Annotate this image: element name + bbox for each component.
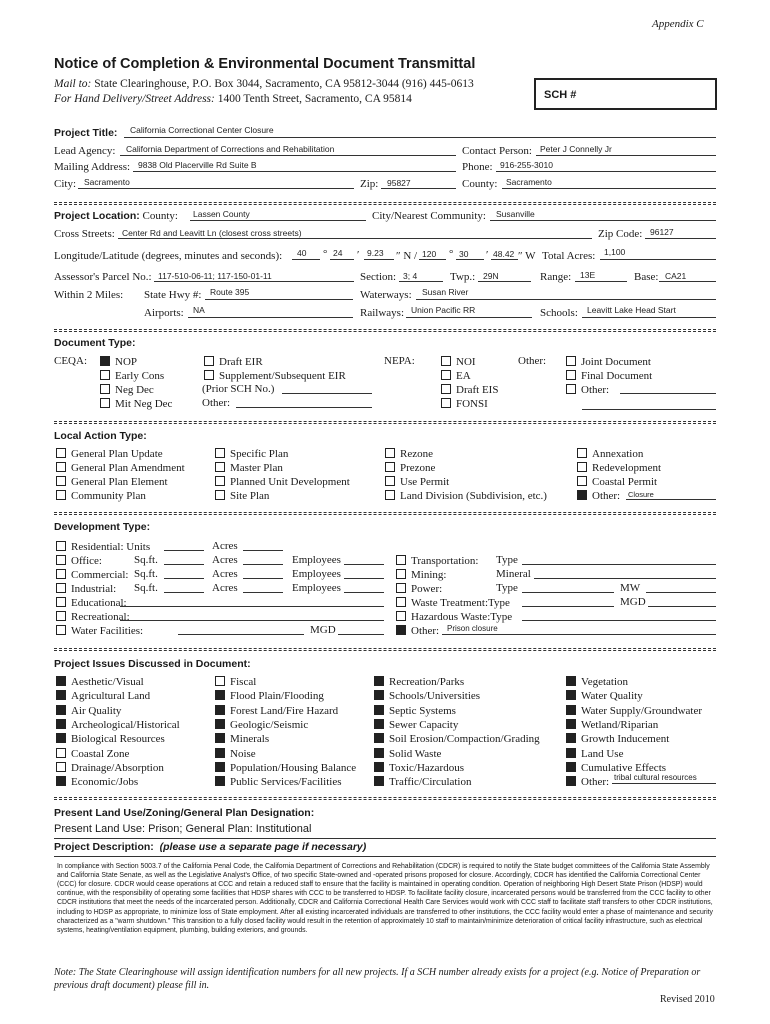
type-label: Type	[496, 554, 518, 566]
employees-label: Employees	[292, 568, 341, 580]
issue-checkbox[interactable]: Coastal Zone	[56, 748, 129, 760]
zip-code-label: Zip Code:	[598, 228, 643, 240]
city-value[interactable]: Sacramento	[84, 177, 130, 187]
mail-to-line: Mail to: State Clearinghouse, P.O. Box 3044, Sacramento, CA 95812-3044 (916) 445-0613	[54, 78, 474, 90]
issue-checkbox[interactable]: Toxic/Hazardous	[374, 762, 464, 774]
issue-checkbox[interactable]: Recreation/Parks	[374, 676, 464, 688]
water-facilities-checkbox[interactable]: Water Facilities:	[56, 625, 143, 637]
issue-checkbox[interactable]: Agricultural Land	[56, 690, 150, 702]
local-action-checkbox[interactable]: Redevelopment	[577, 462, 661, 474]
waterways-label: Waterways:	[360, 289, 412, 301]
acres-label: Acres	[212, 568, 238, 580]
section-value[interactable]: 3; 4	[403, 271, 418, 281]
joint-document-checkbox[interactable]: Joint Document	[566, 356, 651, 368]
ceqa-label: CEQA:	[54, 355, 87, 367]
lat-sec-value[interactable]: 9.23	[367, 248, 384, 258]
mgd-label: MGD	[310, 624, 336, 636]
contact-label: Contact Person:	[462, 145, 532, 157]
nepa-label: NEPA:	[384, 355, 415, 367]
noi-checkbox[interactable]: NOI	[441, 356, 476, 368]
draft-eir-checkbox[interactable]: Draft EIR	[204, 356, 263, 368]
divider	[54, 648, 716, 651]
land-use-value[interactable]: Present Land Use: Prison; General Plan: Institutional	[54, 823, 312, 835]
mit-neg-dec-checkbox[interactable]: Mit Neg Dec	[100, 398, 172, 410]
local-action-checkbox[interactable]: General Plan Element	[56, 476, 168, 488]
issue-checkbox[interactable]: Wetland/Riparian	[566, 719, 658, 731]
development-type-heading: Development Type:	[54, 521, 151, 533]
issue-checkbox[interactable]: Sewer Capacity	[374, 719, 458, 731]
office-checkbox[interactable]: Office:	[56, 555, 102, 567]
nepa-other-label: Other:	[518, 355, 547, 367]
community-value[interactable]: Susanville	[496, 209, 535, 219]
county-label: County:	[462, 178, 498, 190]
railways-value[interactable]: Union Pacific RR	[411, 305, 476, 315]
industrial-checkbox[interactable]: Industrial:	[56, 583, 116, 595]
local-action-checkbox[interactable]: General Plan Update	[56, 448, 163, 460]
project-issues-heading: Project Issues Discussed in Document:	[54, 658, 251, 670]
issue-checkbox[interactable]: Vegetation	[566, 676, 628, 688]
appendix-label: Appendix C	[652, 18, 704, 30]
mw-label: MW	[620, 582, 641, 594]
mining-checkbox[interactable]: Mining:	[396, 569, 446, 581]
nop-checkbox[interactable]: NOP	[100, 356, 137, 368]
issue-checkbox[interactable]: Flood Plain/Flooding	[215, 690, 324, 702]
other-document-checkbox[interactable]: Other:	[566, 384, 609, 396]
mgd-label: MGD	[620, 596, 646, 608]
issue-checkbox[interactable]: Archeological/Historical	[56, 719, 180, 731]
project-title-label: Project Title:	[54, 127, 118, 139]
phone-value[interactable]: 916-255-3010	[500, 160, 553, 170]
project-title-value[interactable]: California Correctional Center Closure	[130, 125, 274, 135]
local-action-checkbox[interactable]: Land Division (Subdivision, etc.)	[385, 490, 547, 502]
total-acres-value[interactable]: 1,100	[604, 247, 626, 257]
issue-checkbox[interactable]: Population/Housing Balance	[215, 762, 356, 774]
mailing-label: Mailing Address:	[54, 161, 131, 173]
state-hwy-value[interactable]: Route 395	[210, 287, 250, 297]
local-action-checkbox[interactable]: Site Plan	[215, 490, 269, 502]
degree-symbol: °	[449, 248, 454, 260]
issue-checkbox[interactable]: Aesthetic/Visual	[56, 676, 144, 688]
airports-label: Airports:	[144, 307, 184, 319]
issue-checkbox[interactable]: Noise	[215, 748, 256, 760]
lon-sec-value[interactable]: 48.42	[493, 249, 515, 259]
dev-other-value[interactable]: Prison closure	[447, 624, 498, 633]
type-label: Type	[496, 582, 518, 594]
residential-checkbox[interactable]: Residential: Units	[56, 541, 150, 553]
issue-checkbox[interactable]: Solid Waste	[374, 748, 441, 760]
airports-value[interactable]: NA	[193, 305, 205, 315]
railways-label: Railways:	[360, 307, 404, 319]
local-action-checkbox[interactable]: Master Plan	[215, 462, 283, 474]
mineral-label: Mineral	[496, 568, 531, 580]
recreational-checkbox[interactable]: Recreational:	[56, 611, 130, 623]
local-action-other-checkbox[interactable]: Other:	[577, 490, 620, 502]
issue-checkbox[interactable]: Land Use	[566, 748, 623, 760]
divider	[54, 329, 716, 332]
minute-symbol: ′	[357, 249, 360, 261]
schools-label: Schools:	[540, 307, 578, 319]
issue-checkbox[interactable]: Economic/Jobs	[56, 776, 138, 788]
local-action-checkbox[interactable]: Prezone	[385, 462, 435, 474]
apn-label: Assessor's Parcel No.:	[54, 271, 152, 283]
sch-number-box[interactable]: SCH #	[534, 78, 717, 110]
dev-other-checkbox[interactable]: Other:	[396, 625, 439, 637]
location-county-value[interactable]: Lassen County	[193, 209, 250, 219]
range-label: Range:	[540, 271, 572, 283]
schools-value[interactable]: Leavitt Lake Head Start	[587, 305, 676, 315]
draft-eis-checkbox[interactable]: Draft EIS	[441, 384, 498, 396]
local-action-checkbox[interactable]: Rezone	[385, 448, 433, 460]
issue-checkbox[interactable]: Traffic/Circulation	[374, 776, 472, 788]
issue-checkbox[interactable]: Geologic/Seismic	[215, 719, 308, 731]
zip-label: Zip:	[360, 178, 379, 190]
project-description-heading: Project Description: (please use a separate page if necessary)	[54, 841, 367, 853]
divider	[54, 421, 716, 424]
within-2-miles-label: Within 2 Miles:	[54, 289, 124, 301]
issue-checkbox[interactable]: Minerals	[215, 733, 269, 745]
acres-label: Acres	[212, 540, 238, 552]
west-label: ″ W	[518, 250, 536, 262]
issue-checkbox[interactable]: Cumulative Effects	[566, 762, 666, 774]
local-action-checkbox[interactable]: General Plan Amendment	[56, 462, 185, 474]
contact-value[interactable]: Peter J Connelly Jr	[540, 144, 612, 154]
supplement-eir-checkbox[interactable]: Supplement/Subsequent EIR	[204, 370, 346, 382]
local-action-checkbox[interactable]: Use Permit	[385, 476, 449, 488]
twp-label: Twp.:	[450, 271, 476, 283]
degree-symbol: °	[323, 248, 328, 260]
north-label: ″ N /	[396, 250, 418, 262]
acres-label: Acres	[212, 554, 238, 566]
local-action-checkbox[interactable]: Coastal Permit	[577, 476, 657, 488]
transportation-checkbox[interactable]: Transportation:	[396, 555, 478, 567]
waste-treatment-checkbox[interactable]: Waste Treatment:Type	[396, 597, 510, 609]
divider	[54, 202, 716, 205]
fonsi-checkbox[interactable]: FONSI	[441, 398, 488, 410]
issue-checkbox[interactable]: Other:	[566, 776, 609, 788]
ea-checkbox[interactable]: EA	[441, 370, 471, 382]
power-checkbox[interactable]: Power:	[396, 583, 442, 595]
document-type-heading: Document Type:	[54, 337, 136, 349]
neg-dec-checkbox[interactable]: Neg Dec	[100, 384, 154, 396]
divider	[54, 797, 716, 800]
prior-sch-label: (Prior SCH No.)	[202, 383, 275, 395]
base-value[interactable]: CA21	[665, 271, 687, 281]
section-label: Section:	[360, 271, 397, 283]
local-action-checkbox[interactable]: Specific Plan	[215, 448, 288, 460]
issue-checkbox[interactable]: Growth Inducement	[566, 733, 669, 745]
issue-checkbox[interactable]: Forest Land/Fire Hazard	[215, 705, 338, 717]
local-action-checkbox[interactable]: Annexation	[577, 448, 643, 460]
issue-checkbox[interactable]: Water Quality	[566, 690, 643, 702]
form-title: Notice of Completion & Environmental Document Transmittal	[54, 56, 476, 72]
project-description-text[interactable]: In compliance with Section 5003.7 of the California Penal Code, the California Department of Corrections and Rehabilitation (CDCR) is required to notify the State budget committees of the California State Assembly and California State Senate, as well as the Legislative Analyst's Office, of two specific State-owned and -operated prisons proposed for closure. Accordingly, CDCR has identified the California Correctional Center (CCC) for closure. CDCR would cease operations at CCC and retain a reduced staff to ensure that the facility is maintained in operating condition. Operation of neighboring High Desert State Prison (HDSP) would continue, with the responsibility of operating some facilities that HDSP shares with CCC to be transferred to HDSP. To facilitate facility closure, incarcerated persons would be transferred from the CCC facility to other CDCR institutions that meet the needs of the incarcerated person. Additionally, CDCR and California Correctional Health Care Services would work with CCC staff to facilitate staff transfers to other CDCR institutions, including to HDSP as appropriate, to minimize loss of State employment. After all existing incarcerated individuals are transferred to other institutions, the CCC facility would enter a phase of maintenance and security characterized as a "warm shutdown." This transition to a fully closed facility would result in the retention of approximately 10 staff to maintain/minimize deterioration of critical facility infrastructure, such as electrical systems, heating/ventilation equipment, plumbing, building exteriors, and grounds.	[57, 863, 713, 934]
state-hwy-label: State Hwy #:	[144, 289, 202, 301]
revised-label: Revised 2010	[660, 994, 715, 1005]
lead-agency-value[interactable]: California Department of Corrections and Rehabilitation	[126, 144, 335, 154]
hand-delivery-line: For Hand Delivery/Street Address: 1400 Tenth Street, Sacramento, CA 95814	[54, 93, 412, 105]
lead-agency-label: Lead Agency:	[54, 145, 116, 157]
issues-other-value[interactable]: tribal cultural resources	[614, 773, 697, 782]
phone-label: Phone:	[462, 161, 493, 173]
city-label: City:	[54, 178, 77, 190]
local-action-other-value[interactable]: Closure	[628, 490, 654, 499]
issue-checkbox[interactable]: Schools/Universities	[374, 690, 480, 702]
issue-checkbox[interactable]: Public Services/Facilities	[215, 776, 342, 788]
doc-other-label: Other:	[202, 397, 231, 409]
mailing-value[interactable]: 9838 Old Placerville Rd Suite B	[138, 160, 257, 170]
sqft-label: Sq.ft.	[134, 568, 158, 580]
land-use-heading: Present Land Use/Zoning/General Plan Designation:	[54, 807, 315, 819]
issue-checkbox[interactable]: Fiscal	[215, 676, 256, 688]
zip-code-value[interactable]: 96127	[650, 227, 674, 237]
longlat-label: Longitude/Latitude (degrees, minutes and seconds):	[54, 250, 283, 262]
divider	[54, 512, 716, 515]
local-action-checkbox[interactable]: Community Plan	[56, 490, 146, 502]
issue-checkbox[interactable]: Biological Resources	[56, 733, 165, 745]
zip-value[interactable]: 95827	[387, 178, 411, 188]
employees-label: Employees	[292, 582, 341, 594]
issue-checkbox[interactable]: Air Quality	[56, 705, 121, 717]
issue-checkbox[interactable]: Septic Systems	[374, 705, 456, 717]
total-acres-label: Total Acres:	[542, 250, 596, 262]
cross-streets-value[interactable]: Center Rd and Leavitt Ln (closest cross streets)	[122, 228, 302, 238]
local-action-checkbox[interactable]: Planned Unit Development	[215, 476, 350, 488]
minute-symbol: ′	[486, 249, 489, 261]
employees-label: Employees	[292, 554, 341, 566]
cross-streets-label: Cross Streets:	[54, 228, 115, 240]
issue-checkbox[interactable]: Soil Erosion/Compaction/Grading	[374, 733, 540, 745]
educational-checkbox[interactable]: Educational:	[56, 597, 127, 609]
sqft-label: Sq.ft.	[134, 582, 158, 594]
sqft-label: Sq.ft.	[134, 554, 158, 566]
lat-deg-value[interactable]: 40	[297, 248, 307, 258]
clearinghouse-note: Note: The State Clearinghouse will assign identification numbers for all new projects. If a SCH number already exists for a project (e.g. Notice of Preparation or previous draft document) please fill in.	[54, 967, 701, 991]
local-action-heading: Local Action Type:	[54, 430, 147, 442]
apn-value[interactable]: 117-510-06-11; 117-150-01-11	[158, 271, 272, 281]
hazardous-waste-checkbox[interactable]: Hazardous Waste:Type	[396, 611, 512, 623]
lat-min-value[interactable]: 24	[333, 248, 343, 258]
commercial-checkbox[interactable]: Commercial:	[56, 569, 128, 581]
community-label: City/Nearest Community:	[372, 210, 486, 222]
county-value[interactable]: Sacramento	[506, 177, 552, 187]
final-document-checkbox[interactable]: Final Document	[566, 370, 652, 382]
range-value[interactable]: 13E	[580, 270, 596, 280]
twp-value[interactable]: 29N	[483, 271, 499, 281]
base-label: Base:	[634, 271, 659, 283]
waterways-value[interactable]: Susan River	[422, 287, 469, 297]
issue-checkbox[interactable]: Water Supply/Groundwater	[566, 705, 702, 717]
lon-min-value[interactable]: 30	[459, 249, 469, 259]
lon-deg-value[interactable]: 120	[422, 249, 437, 259]
project-location-row: Project Location: County:	[54, 210, 178, 222]
issue-checkbox[interactable]: Drainage/Absorption	[56, 762, 164, 774]
early-cons-checkbox[interactable]: Early Cons	[100, 370, 164, 382]
acres-label: Acres	[212, 582, 238, 594]
